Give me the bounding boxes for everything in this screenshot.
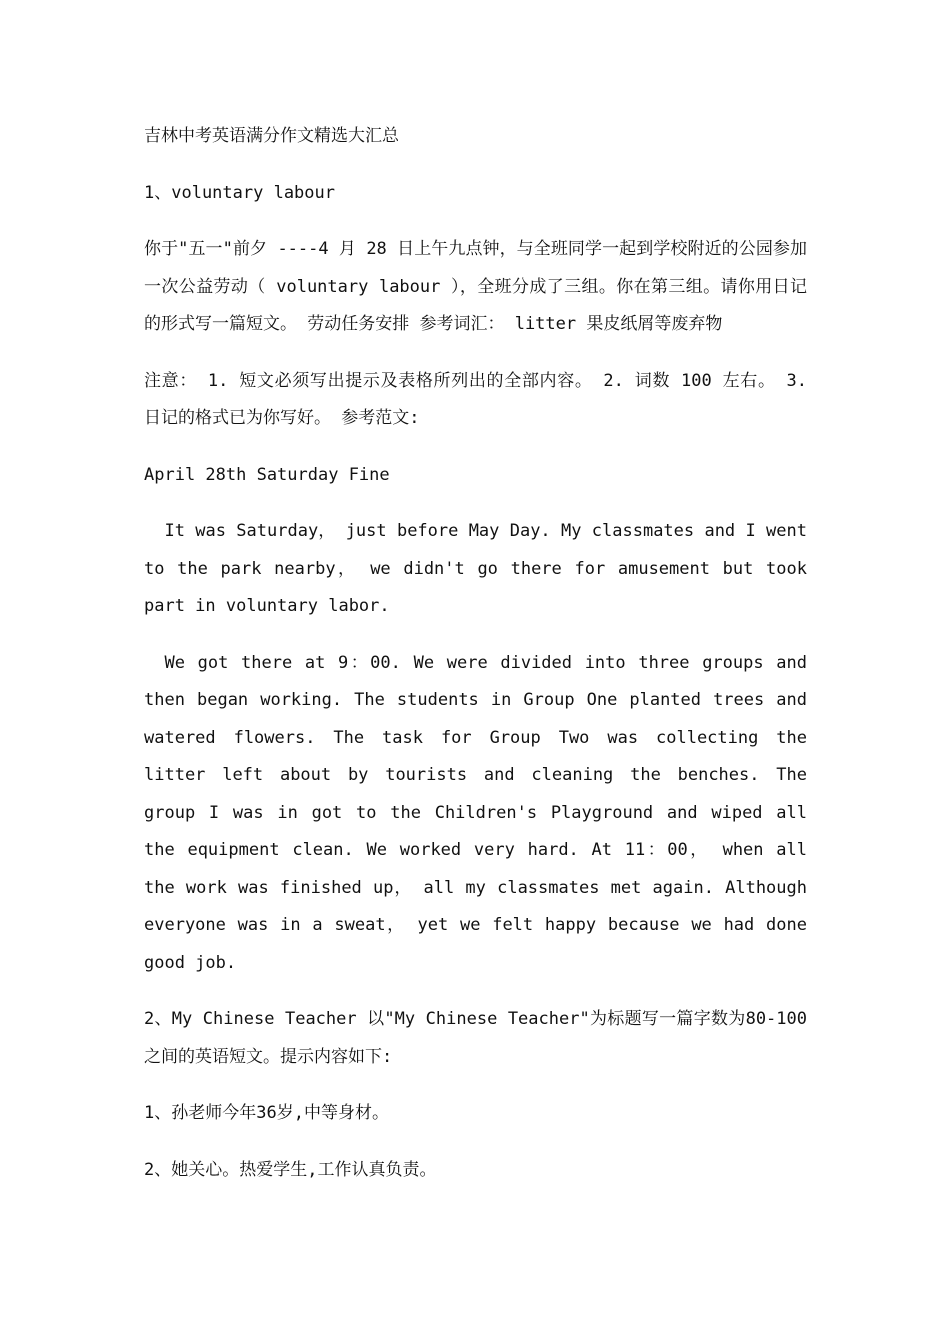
section2-point-2: 2、她关心。热爱学生,工作认真负责。 [144, 1159, 437, 1180]
section1-heading: 1、voluntary labour [144, 182, 335, 203]
section2-heading-prompt: 2、My Chinese Teacher 以"My Chinese Teacher"为标题写一篇字数为80-100之间的英语短文。提示内容如下: [144, 1009, 807, 1067]
section1-notes: 注意： 1. 短文必须写出提示及表格所列出的全部内容。 2. 词数 100 左右。 3. 日记的格式已为你写好。 参考范文: [144, 370, 818, 428]
document-title: 吉林中考英语满分作文精选大汇总 [144, 126, 399, 146]
section1-prompt: 你于"五一"前夕 ----4 月 28 日上午九点钟，与全班同学一起到学校附近的公园参加一次公益劳动（ voluntary labour ），全班分成了三组。你在第三组。请你用日记的形式写一篇短文。 劳动任务安排 参考词汇： litter 果皮纸屑等废弃物 [144, 239, 807, 334]
essay-paragraph-2: We got there at 9：00. We were divided into three groups and then began working. The students in Group One planted trees and watered flowers. The task for Group Two was collecting the litter left about by tourists and cleaning the benches. The group I was in got to the Children's Playground and wiped all the equipment clean. We worked very hard. At 11：00， when all the work was finished up， all my classmates met again. Although everyone was in a sweat， yet we felt happy because we had done good job. [144, 652, 818, 973]
document-page [144, 118, 818, 1208]
section2-point-1: 1、孙老师今年36岁,中等身材。 [144, 1103, 389, 1123]
essay-paragraph-1: It was Saturday， just before May Day. My classmates and I went to the park nearby， we didn't go there for amusement but took part in voluntary labor. [144, 521, 818, 616]
diary-header: April 28th Saturday Fine [144, 464, 390, 485]
